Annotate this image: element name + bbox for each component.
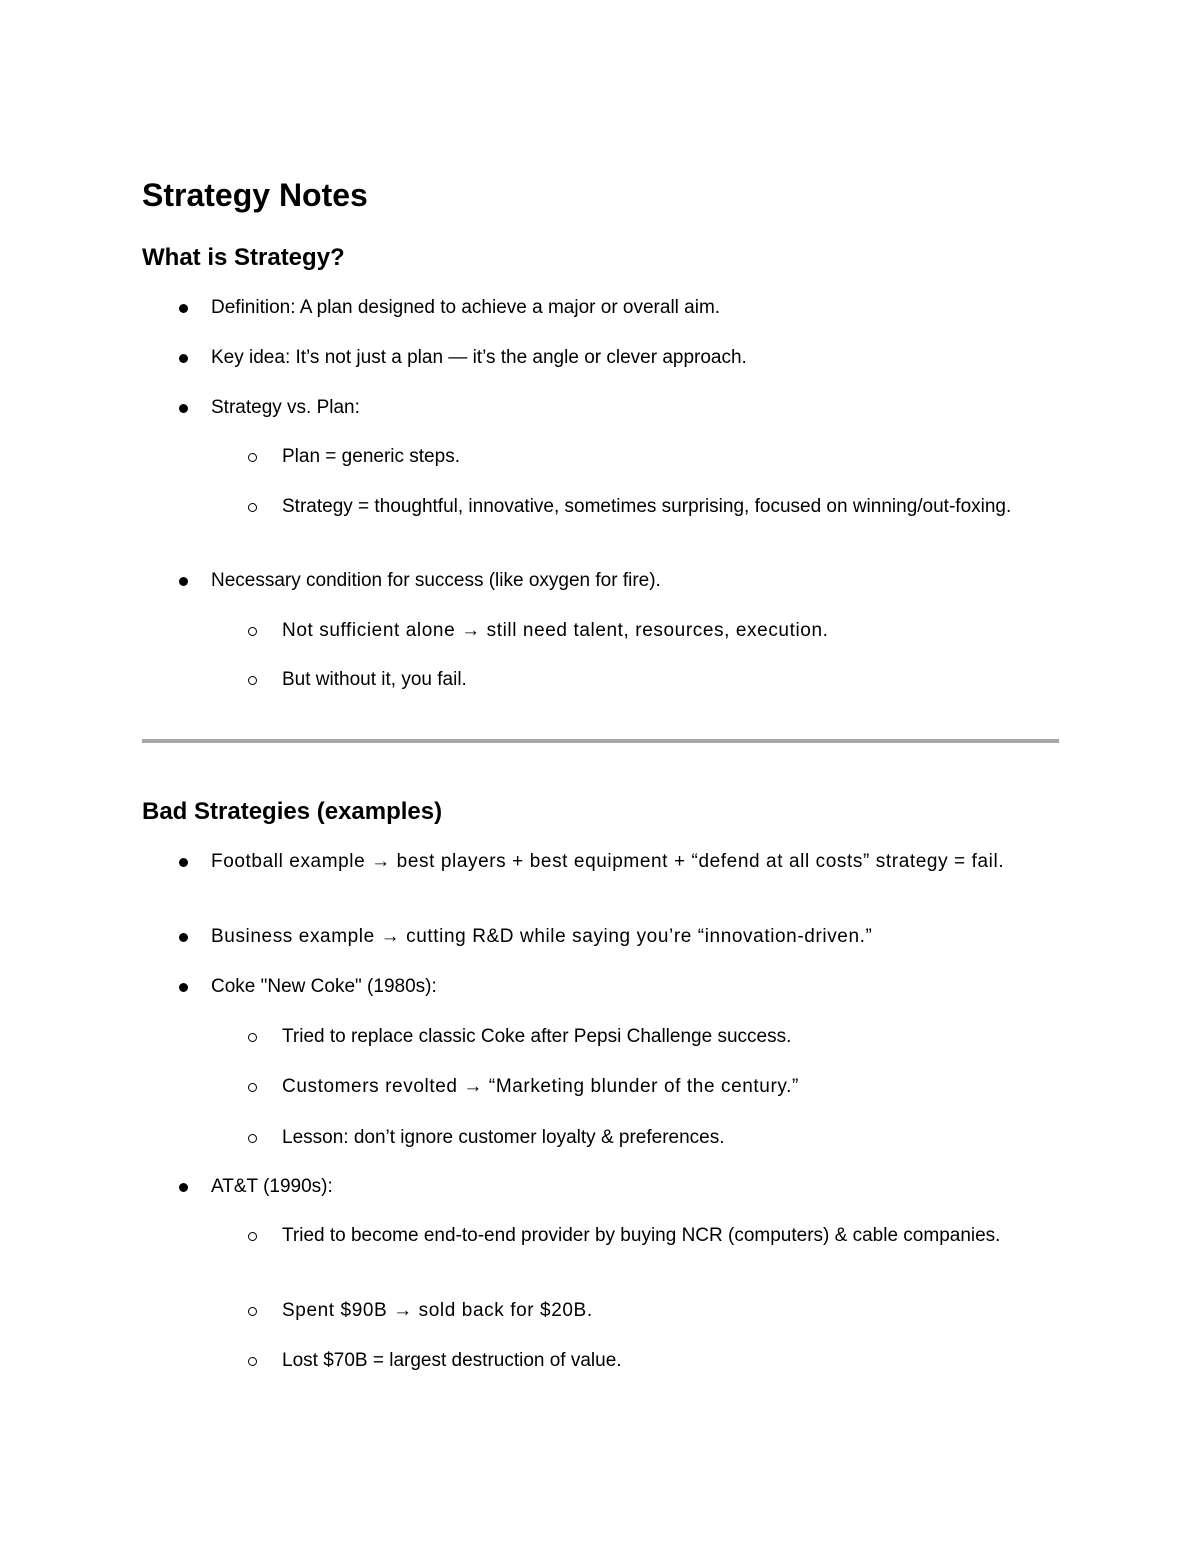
bullet-icon [179, 983, 188, 992]
bullet-icon [179, 577, 188, 586]
list-item [211, 345, 1051, 371]
list-item-text: Spent $90B → sold back for $20B. [282, 1300, 593, 1321]
hollow-bullet-icon [248, 1083, 257, 1092]
hollow-bullet-icon [248, 627, 257, 636]
list-item [211, 1174, 1051, 1200]
sub-list-item [282, 1074, 1052, 1100]
sub-list-item [282, 667, 1052, 693]
hollow-bullet-icon [248, 453, 257, 462]
hollow-bullet-icon [248, 676, 257, 685]
list-item-text: Lesson: don’t ignore customer loyalty & preferences. [282, 1127, 725, 1148]
hollow-bullet-icon [248, 503, 257, 512]
document-title: Strategy Notes [142, 177, 368, 213]
bullet-icon [179, 858, 188, 867]
list-item-text: Tried to replace classic Coke after Pepsi Challenge success. [282, 1026, 792, 1047]
horizontal-rule [142, 739, 1059, 743]
list-item-text: Key idea: It’s not just a plan — it’s the angle or clever approach. [211, 347, 747, 368]
bullet-icon [179, 304, 188, 313]
list-item [211, 568, 1051, 594]
sub-list-item [282, 1223, 1052, 1249]
sub-list-item [282, 444, 1052, 470]
sub-list-item [282, 1348, 1052, 1374]
section-heading-bad-strategies: Bad Strategies (examples) [142, 798, 443, 825]
list-item-text: Definition: A plan designed to achieve a major or overall aim. [211, 297, 721, 318]
list-item [211, 924, 1051, 950]
list-item-text: But without it, you fail. [282, 669, 467, 690]
sub-list-item [282, 1125, 1052, 1151]
list-item-text: Necessary condition for success (like oxygen for fire). [211, 570, 661, 591]
list-item-text: Strategy vs. Plan: [211, 397, 360, 418]
list-item-text: Customers revolted → “Marketing blunder of the century.” [282, 1076, 799, 1097]
hollow-bullet-icon [248, 1357, 257, 1366]
list-item-text: Not sufficient alone → still need talent, resources, execution. [282, 620, 829, 641]
section-heading-what-is-strategy: What is Strategy? [142, 244, 345, 271]
list-item-text: AT&T (1990s): [211, 1176, 333, 1197]
list-item-text: Coke "New Coke" (1980s): [211, 976, 437, 997]
hollow-bullet-icon [248, 1134, 257, 1143]
sub-list-item [282, 494, 1052, 520]
hollow-bullet-icon [248, 1033, 257, 1042]
list-item-text: Business example → cutting R&D while saying you’re “innovation-driven.” [211, 926, 873, 947]
hollow-bullet-icon [248, 1307, 257, 1316]
list-item-text: Tried to become end-to-end provider by buying NCR (computers) & cable companies. [282, 1225, 1001, 1246]
hollow-bullet-icon [248, 1232, 257, 1241]
list-item-text: Strategy = thoughtful, innovative, sometimes surprising, focused on winning/out-foxing. [282, 496, 1012, 517]
sub-list-item [282, 618, 1052, 644]
sub-list-item [282, 1298, 1052, 1324]
sub-list-item [282, 1024, 1052, 1050]
list-item-text: Football example → best players + best equipment + “defend at all costs” strategy = fail. [211, 851, 1005, 872]
bullet-icon [179, 933, 188, 942]
bullet-icon [179, 1183, 188, 1192]
list-item [211, 974, 1051, 1000]
list-item [211, 849, 1051, 875]
list-item [211, 295, 1051, 321]
list-item-text: Lost $70B = largest destruction of value. [282, 1350, 622, 1371]
bullet-icon [179, 404, 188, 413]
list-item [211, 395, 1051, 421]
bullet-icon [179, 354, 188, 363]
list-item-text: Plan = generic steps. [282, 446, 460, 467]
